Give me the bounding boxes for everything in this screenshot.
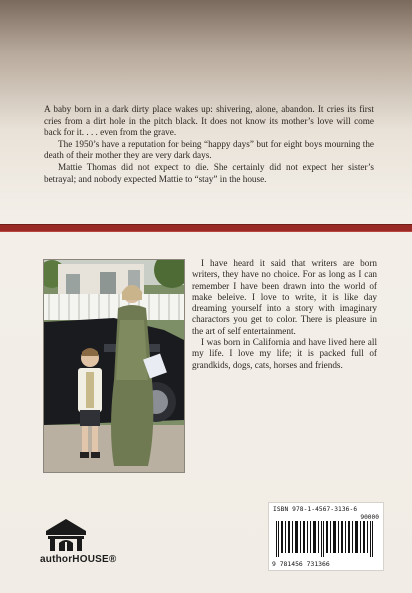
blurb-paragraph: The 1950’s have a reputation for being “happy days” but for eight boys mourning the death of their mother they are very dark days. — [44, 138, 374, 161]
price-code: 90000 — [360, 514, 379, 521]
blurb-paragraph: Mattie Thomas did not expect to die. She certainly did not expect her sister’s betrayal; and nobody expected Mattie to “stay” in the house. — [44, 161, 374, 184]
barcode-number: 9 781456 731366 — [272, 560, 330, 568]
author-photo — [43, 259, 185, 473]
isbn-barcode — [268, 502, 384, 571]
divider-rule — [0, 224, 412, 232]
blurb-paragraph: A baby born in a dark dirty place wakes up: shivering, alone, abandon. It cries its first cries from a dirt hole in the pitch black. It does not know its mother’s love will come back for it. . . . even from the grave. — [44, 104, 374, 138]
publisher-wordmark: authorHOUSE® — [40, 554, 117, 565]
bio-paragraph: I have heard it said that writers are born writers, they have no choice. For as long as I can remember I have been drawn into the world of make beleive. I love to write, it is like day dreaming yourself into a story with imaginary charactors you get to color. There is pleasure in the art of self entertainment. — [192, 258, 377, 336]
isbn-label: ISBN 978-1-4567-3136-6 — [273, 506, 358, 513]
author-bio — [192, 258, 377, 371]
back-cover-blurb — [44, 104, 374, 185]
publisher-logo — [40, 517, 117, 565]
authorhouse-house-icon — [44, 517, 88, 551]
barcode-bars — [274, 521, 378, 557]
bio-paragraph: I was born in California and have lived here all my life. I love my life; it is packed full of grandkids, dogs, cats, horses and friends. — [192, 337, 377, 370]
